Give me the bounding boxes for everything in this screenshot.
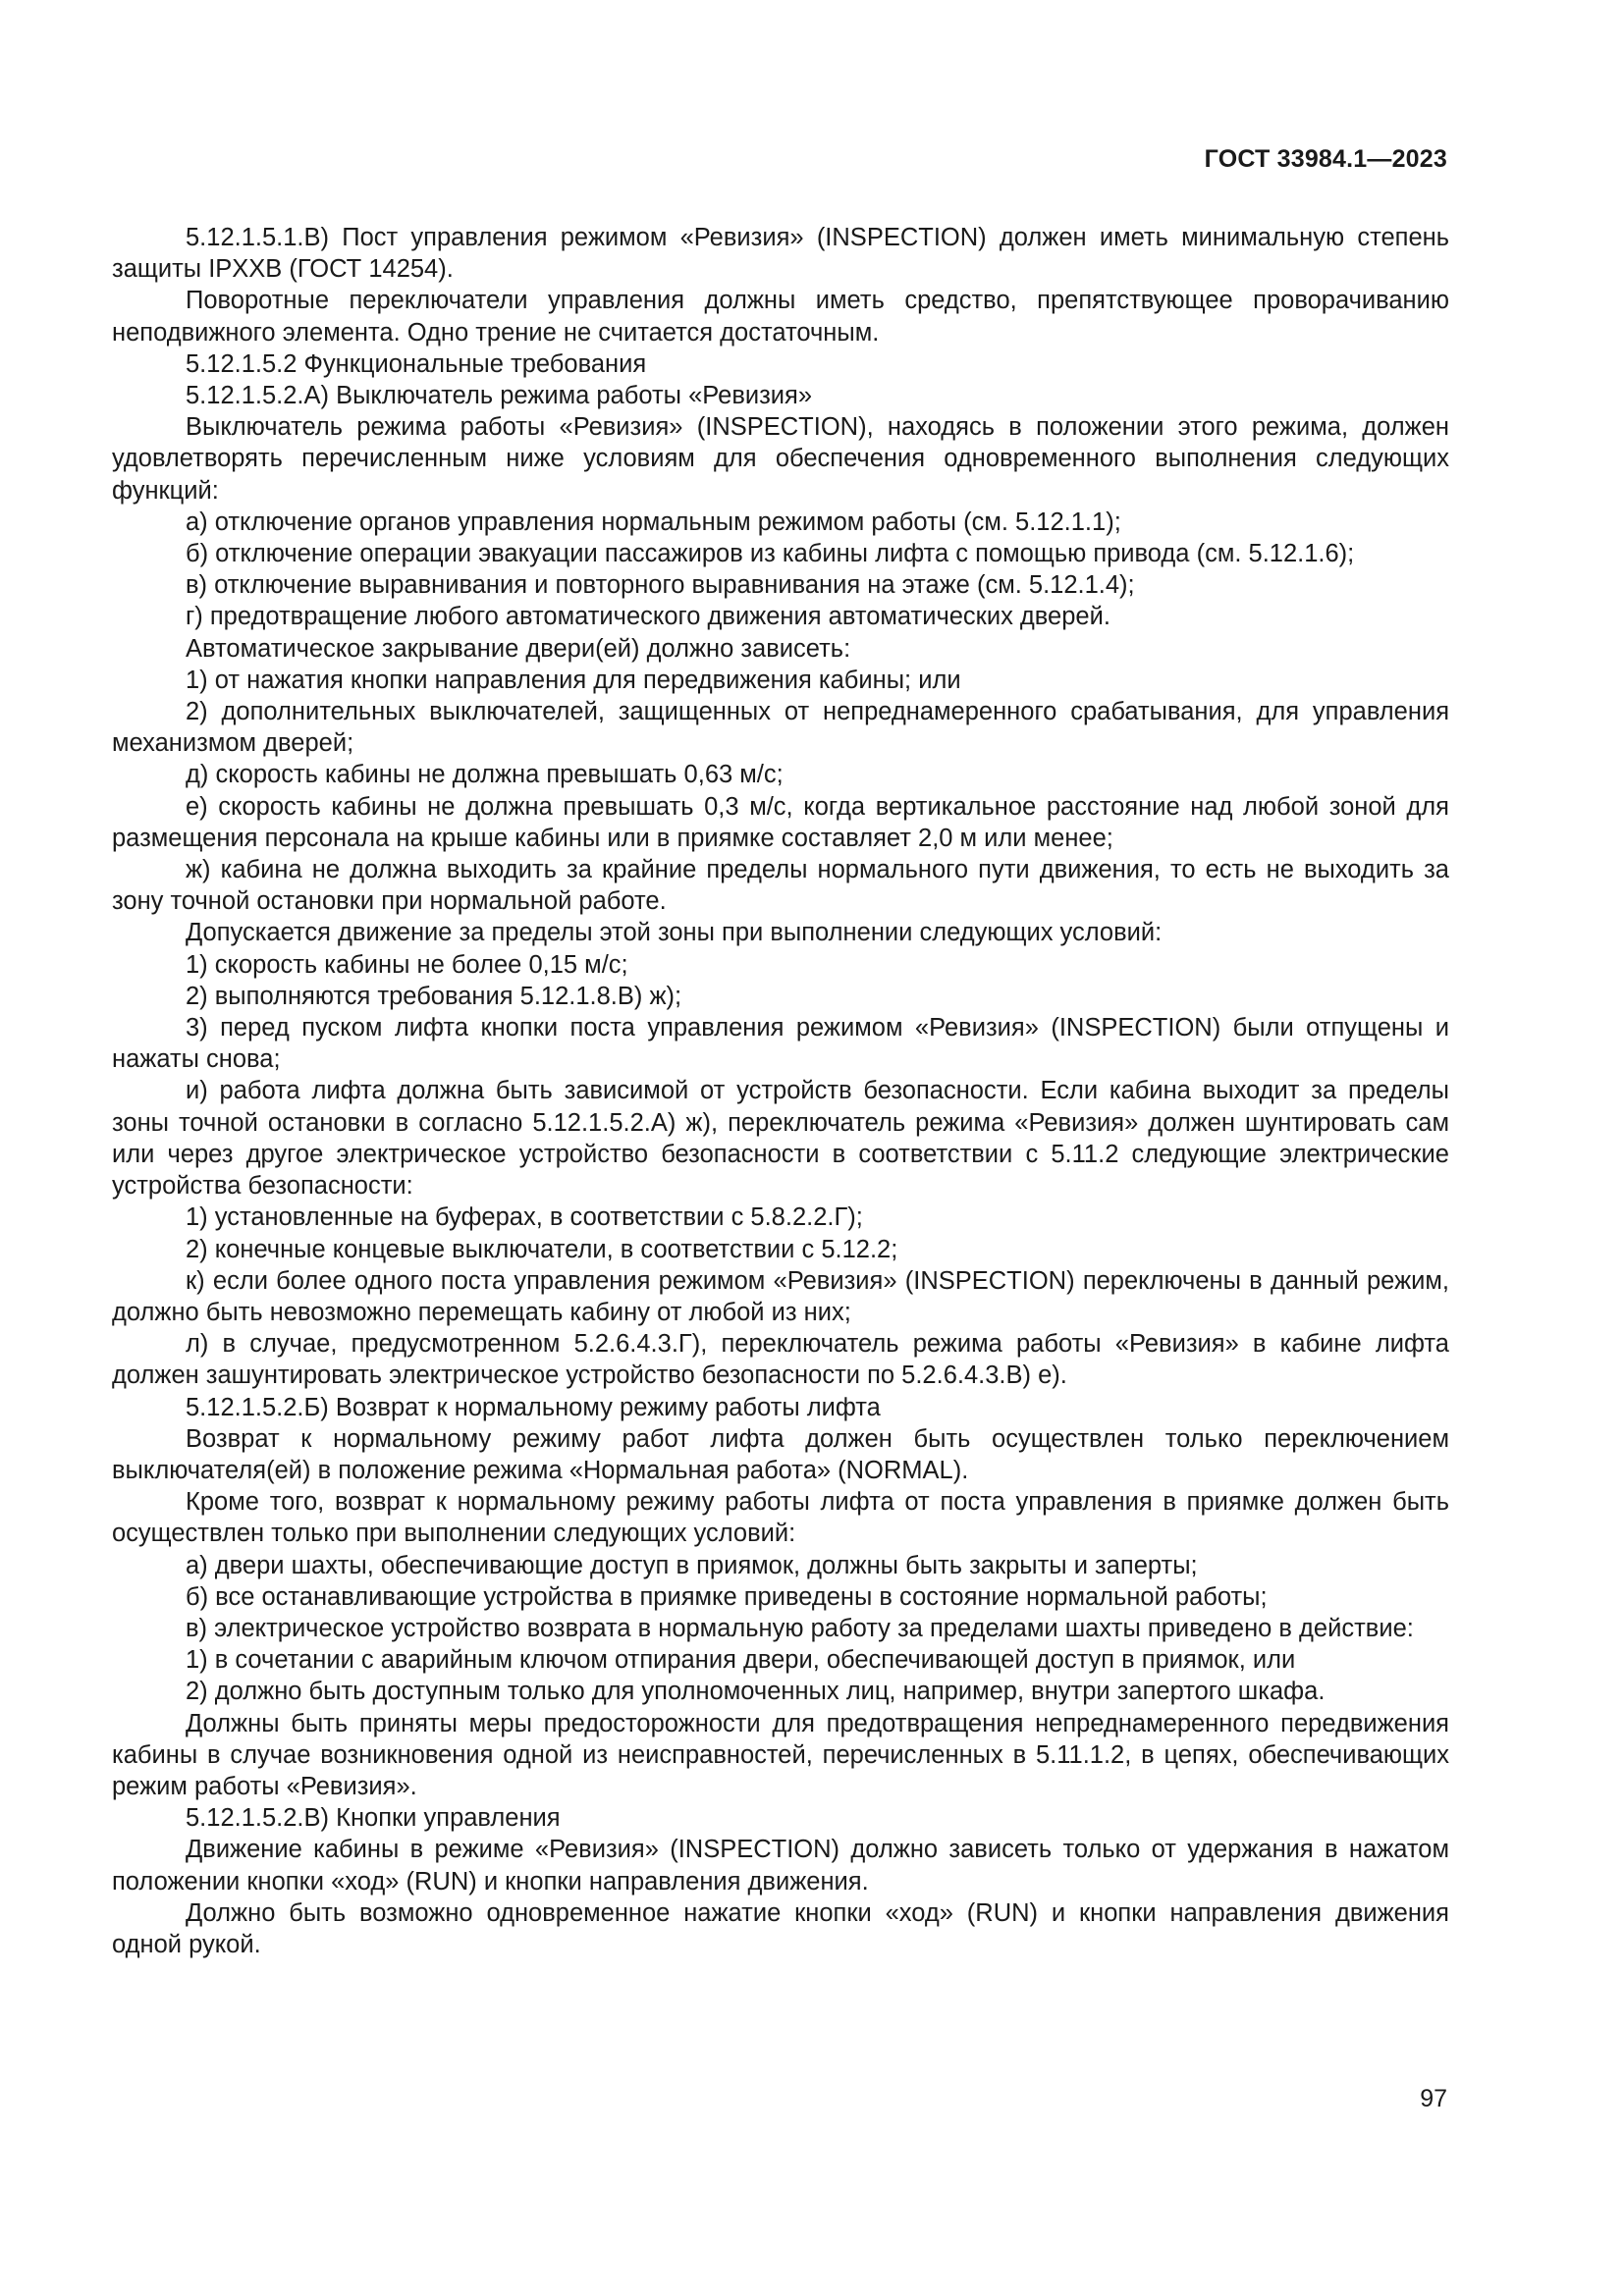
list-item: 1) скорость кабины не более 0,15 м/с; bbox=[186, 950, 628, 979]
list-item: д) скорость кабины не должна превышать 0,63 м/с; bbox=[186, 761, 784, 789]
list-item: 1) в сочетании с аварийным ключом отпирания двери, обеспечивающей доступ в приямок, или bbox=[186, 1646, 1296, 1675]
list-item: г) предотвращение любого автоматического движения автоматических дверей. bbox=[186, 603, 1110, 631]
list-item: б) все останавливающие устройства в приямке приведены в состояние нормальной работы; bbox=[186, 1582, 1268, 1611]
paragraph: Допускается движение за пределы этой зоны при выполнении следующих условий: bbox=[186, 919, 1163, 947]
list-item: 2) выполняются требования 5.12.1.8.В) ж); bbox=[186, 982, 682, 1010]
paragraph: 5.12.1.5.2.В) Кнопки управления bbox=[186, 1804, 561, 1833]
list-item: 1) от нажатия кнопки направления для передвижения кабины; или bbox=[186, 666, 961, 694]
list-item: 2) должно быть доступным только для уполномоченных лиц, например, внутри запертого шкафа. bbox=[186, 1678, 1326, 1706]
list-item: 3) перед пуском лифта кнопки поста управления режимом «Ревизия» (INSPECTION) были отпущены и нажаты снова; bbox=[112, 1014, 1449, 1074]
list-item: е) скорость кабины не должна превышать 0,3 м/с, когда вертикальное расстояние над любой зоной для размещения персонала на крыше кабины или в приямке составляет 2,0 м или менее; bbox=[112, 792, 1449, 852]
paragraph: Автоматическое закрывание двери(ей) должно зависеть: bbox=[186, 634, 851, 663]
list-item: 2) конечные концевые выключатели, в соответствии с 5.12.2; bbox=[186, 1235, 898, 1263]
paragraph: 5.12.1.5.1.В) Пост управления режимом «Ревизия» (INSPECTION) должен иметь минимальную степень защиты IPXXB (ГОСТ 14254). bbox=[112, 224, 1449, 284]
paragraph: Возврат к нормальному режиму работ лифта должен быть осуществлен только переключением выключателя(ей) в положение режима «Нормальная работа» (NORMAL). bbox=[112, 1424, 1449, 1484]
paragraph: Должны быть приняты меры предосторожности для предотвращения непреднамеренного передвижения кабины в случае возникновения одной из неисправностей, перечисленных в 5.11.1.2, в цепях, обеспечивающих режим работы «Ревизия». bbox=[112, 1709, 1449, 1800]
paragraph: Должно быть возможно одновременное нажатие кнопки «ход» (RUN) и кнопки направления движения одной рукой. bbox=[112, 1898, 1449, 1958]
list-item: к) если более одного поста управления режимом «Ревизия» (INSPECTION) переключены в данный режим, должно быть невозможно перемещать кабину от любой из них; bbox=[112, 1266, 1449, 1326]
document-code: ГОСТ 33984.1—2023 bbox=[1204, 145, 1447, 173]
list-item: б) отключение операции эвакуации пассажиров из кабины лифта с помощью привода (см. 5.12.1.6); bbox=[186, 540, 1355, 568]
paragraph: Выключатель режима работы «Ревизия» (INSPECTION), находясь в положении этого режима, должен удовлетворять перечисленным ниже условиям для обеспечения одновременного выполнения следующих функций: bbox=[112, 413, 1449, 505]
paragraph: 5.12.1.5.2.Б) Возврат к нормальному режиму работы лифта bbox=[186, 1393, 881, 1421]
list-item: в) отключение выравнивания и повторного выравнивания на этаже (см. 5.12.1.4); bbox=[186, 571, 1135, 600]
list-item: а) двери шахты, обеспечивающие доступ в приямок, должны быть закрыты и заперты; bbox=[186, 1551, 1198, 1579]
page-number: 97 bbox=[1420, 2085, 1447, 2112]
paragraph: 5.12.1.5.2 Функциональные требования bbox=[186, 349, 647, 378]
list-item: ж) кабина не должна выходить за крайние пределы нормального пути движения, то есть не выходить за зону точной остановки при нормальной работе. bbox=[112, 856, 1449, 916]
paragraph: 5.12.1.5.2.А) Выключатель режима работы «Ревизия» bbox=[186, 382, 813, 410]
paragraph: Движение кабины в режиме «Ревизия» (INSPECTION) должно зависеть только от удержания в нажатом положении кнопки «ход» (RUN) и кнопки направления движения. bbox=[112, 1836, 1449, 1896]
list-item: л) в случае, предусмотренном 5.2.6.4.3.Г), переключатель режима работы «Ревизия» в кабине лифта должен зашунтировать электрическое устройство безопасности по 5.2.6.4.3.В) е). bbox=[112, 1330, 1449, 1390]
paragraph: Поворотные переключатели управления должны иметь средство, препятствующее проворачиванию неподвижного элемента. Одно трение не считается достаточным. bbox=[112, 287, 1449, 347]
page-body bbox=[112, 222, 1449, 1960]
list-item: 2) дополнительных выключателей, защищенных от непреднамеренного срабатывания, для управления механизмом дверей; bbox=[112, 698, 1449, 758]
list-item: а) отключение органов управления нормальным режимом работы (см. 5.12.1.1); bbox=[186, 507, 1121, 536]
paragraph: Кроме того, возврат к нормальному режиму работы лифта от поста управления в приямке должен быть осуществлен только при выполнении следующих условий: bbox=[112, 1488, 1449, 1548]
list-item: и) работа лифта должна быть зависимой от устройств безопасности. Если кабина выходит за пределы зоны точной остановки в согласно 5.12.1.5.2.А) ж), переключатель режима «Ревизия» должен шунтировать сам или через другое электрическое устройство безопасности в соответствии с 5.11.2 следующие электрические устройства безопасности: bbox=[112, 1077, 1449, 1201]
list-item: 1) установленные на буферах, в соответствии с 5.8.2.2.Г); bbox=[186, 1203, 863, 1232]
list-item: в) электрическое устройство возврата в нормальную работу за пределами шахты приведено в действие: bbox=[186, 1614, 1414, 1642]
